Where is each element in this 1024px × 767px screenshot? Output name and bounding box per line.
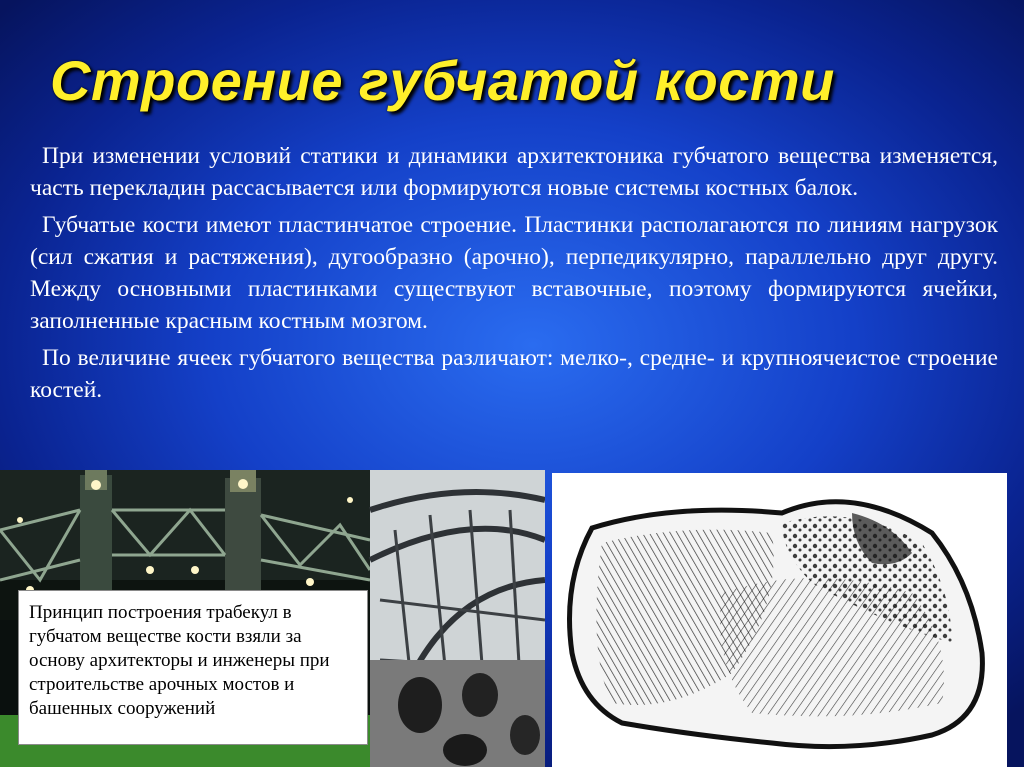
- caption-box: Принцип построения трабекул в губчатом веществе кости взяли за основу архитекторы и инженеры при строительстве арочных мостов и башенных сооружений: [18, 590, 368, 745]
- spongy-bone-drawing: [552, 473, 1007, 767]
- slide-title: Строение губчатой кости: [50, 49, 835, 112]
- paragraph-statics: При изменении условий статики и динамики архитектоника губчатого вещества изменяется, часть перекладин рассасывается или формируются новые системы костных балок.: [30, 143, 998, 201]
- slide-body: [30, 140, 998, 411]
- trabecula-micro-image: [370, 660, 545, 767]
- paragraph-plates: Губчатые кости имеют пластинчатое строение. Пластинки располагаются по линиям нагрузок (сил сжатия и растяжения), дугообразно (арочно), перпедикулярно, параллельно друг другу. Между основными пластинками существуют вставочные, поэтому формируются ячейки, заполненные красным костным мозгом.: [30, 212, 998, 334]
- paragraph-cells: По величине ячеек губчатого вещества различают: мелко-, средне- и крупноячеистое строение костей.: [30, 345, 998, 403]
